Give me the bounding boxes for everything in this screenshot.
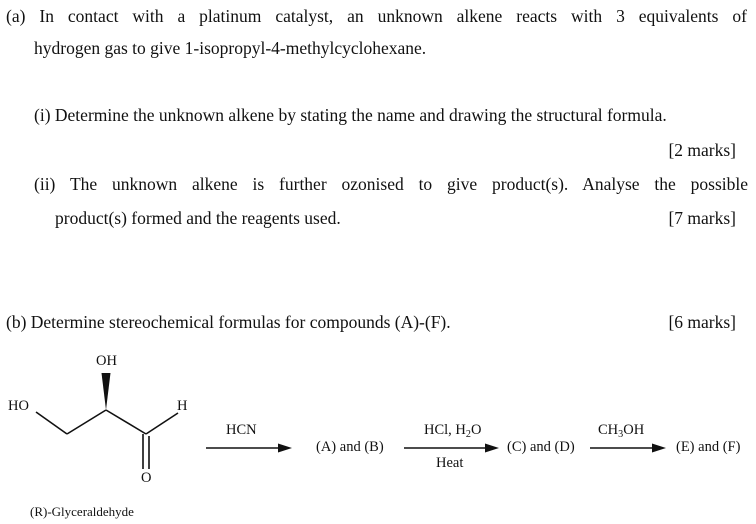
part-i-marks: [2 marks] [668,140,736,160]
reagent-ch3oh-main: CH [598,422,619,438]
ho-label: HO [8,398,29,414]
reagent-hcl-h2o [424,422,481,439]
reagent-hcl-h2o-main: HCl, H [424,422,466,438]
reagent-hcl-h2o-sub: 2 [465,429,471,440]
part-i-text: Determine the unknown alkene by stating the name and drawing the structural formula. [54,105,667,125]
question-a-label: (a) [6,6,26,26]
o-label: O [141,470,152,486]
bond-c2-c1 [106,410,146,434]
arrow-2-head [485,444,499,453]
bond-ch2-c2 [67,410,106,434]
product-c-d: (C) and (D) [507,439,575,455]
question-b-text: Determine stereochemical formulas for compounds (A)-(F). [30,312,451,332]
question-b-marks: [6 marks] [668,312,736,332]
part-i-label: (i) [34,105,51,125]
part-ii-marks: [7 marks] [668,208,736,228]
bond-c1-h [146,413,178,434]
product-e-f: (E) and (F) [676,439,741,455]
part-ii-label: (ii) [34,174,56,194]
reagent-ch3oh-sub: 3 [618,429,624,440]
oh-label: OH [96,353,117,369]
product-a-b: (A) and (B) [316,439,384,455]
part-ii-line-2: product(s) formed and the reagents used. [55,208,341,228]
h-label: H [177,398,188,414]
arrow-1-head [278,444,292,453]
reagent-ch3oh-tail: OH [623,422,645,438]
reagent-hcn: HCN [226,422,257,438]
bond-ho-ch2 [36,412,67,434]
arrow-3-head [652,444,666,453]
question-a-text-1: In contact with a platinum catalyst, an unknown alkene reacts with 3 equivalents of [39,6,747,26]
wedge-bond-oh [102,373,111,410]
question-a-line-2: hydrogen gas to give 1-isopropyl-4-methylcyclohexane. [34,38,427,58]
reagent-hcl-h2o-tail: O [470,422,482,438]
part-ii-text-1: The unknown alkene is further ozonised to give product(s). Analyse the possible [69,174,748,194]
question-b-label: (b) [6,312,27,332]
reagent-ch3oh [598,422,644,439]
condition-heat: Heat [436,455,464,471]
glyceraldehyde-name: (R)-Glyceraldehyde [30,504,134,519]
